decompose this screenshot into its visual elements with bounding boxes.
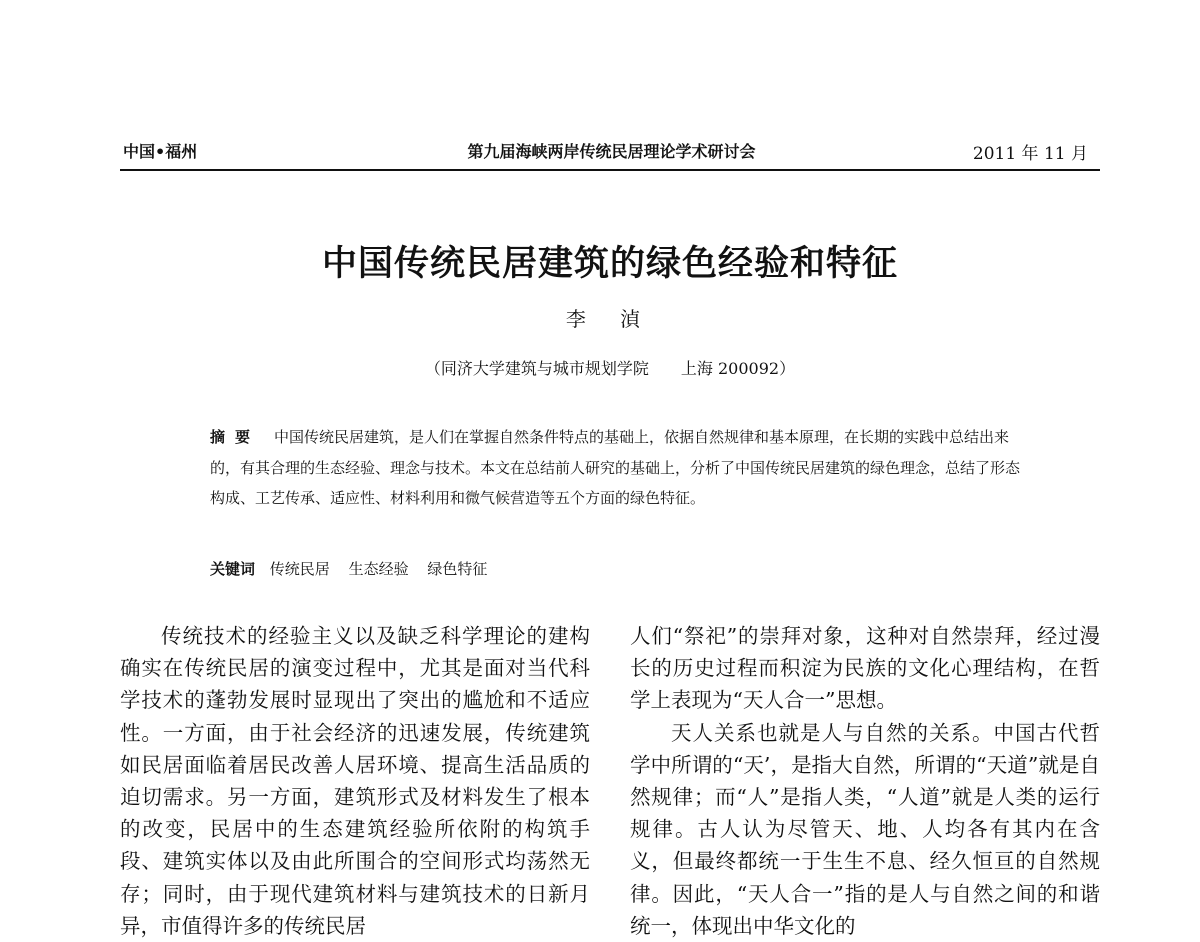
- keyword-item: 生态经验: [348, 560, 409, 578]
- abstract: [210, 422, 1030, 514]
- running-header: [123, 139, 1100, 169]
- header-rule: [120, 169, 1100, 171]
- body-paragraph: 天人关系也就是人与自然的关系。中国古代哲学中所谓的“天’，是指大自然，所谓的“天道”就是自然规律；而“人”是指人类，“人道”就是人类的运行规律。古人认为尽管天、地、人均各有其内在含义，但最终都统一于生生不息、经久恒亘的自然规律。因此，“天人合一”指的是人与自然之间的和谐统一，体现出中华文化的: [630, 720, 1100, 938]
- keywords-label: 关键词: [210, 560, 256, 578]
- keyword-item: 绿色特征: [427, 560, 488, 578]
- body-column-left: [120, 620, 590, 942]
- abstract-label: 摘要: [210, 428, 261, 446]
- body-paragraph: 传统技术的经验主义以及缺乏科学理论的建构确实在传统民居的演变过程中，尤其是面对当代科学技术的蓬勃发展时显现出了突出的尴尬和不适应性。一方面，由于社会经济的迅速发展，传统建筑如民居面临着居民改善人居环境、提高生活品质的迫切需求。另一方面，建筑形式及材料发生了根本的改变，民居中的生态建筑经验所依附的构筑手段、建筑实体以及由此所围合的空间形式均荡然无存；同时，由于现代建筑材料与建筑技术的日新月异，市值得许多的传统民居: [120, 624, 590, 938]
- keyword-item: 传统民居: [269, 560, 330, 578]
- keywords: [210, 558, 501, 579]
- body-column-right: [630, 620, 1100, 942]
- body-paragraph: 人们“祭祀”的崇拜对象，这种对自然崇拜，经过漫长的历史过程而积淀为民族的文化心理结构，在哲学上表现为“天人合一”思想。: [630, 624, 1100, 713]
- header-date: 2011 年 11 月: [972, 144, 1088, 164]
- header-location: 中国•福州: [123, 142, 198, 161]
- abstract-text: 中国传统民居建筑，是人们在掌握自然条件特点的基础上，依据自然规律和基本原理，在长期的实践中总结出来的，有其合理的生态经验、理念与技术。本文在总结前人研究的基础上，分析了中国传统民居建筑的绿色理念，总结了形态构成、工艺传承、适应性、材料利用和微气候营造等五个方面的绿色特征。: [210, 428, 1021, 507]
- header-conference: 第九届海峡两岸传统民居理论学术研讨会: [467, 142, 756, 161]
- paper-title: 中国传统民居建筑的绿色经验和特征: [321, 243, 898, 284]
- author-affiliation: （同济大学建筑与城市规划学院 上海 200092）: [424, 359, 796, 378]
- author-name: 李 湞: [565, 307, 655, 331]
